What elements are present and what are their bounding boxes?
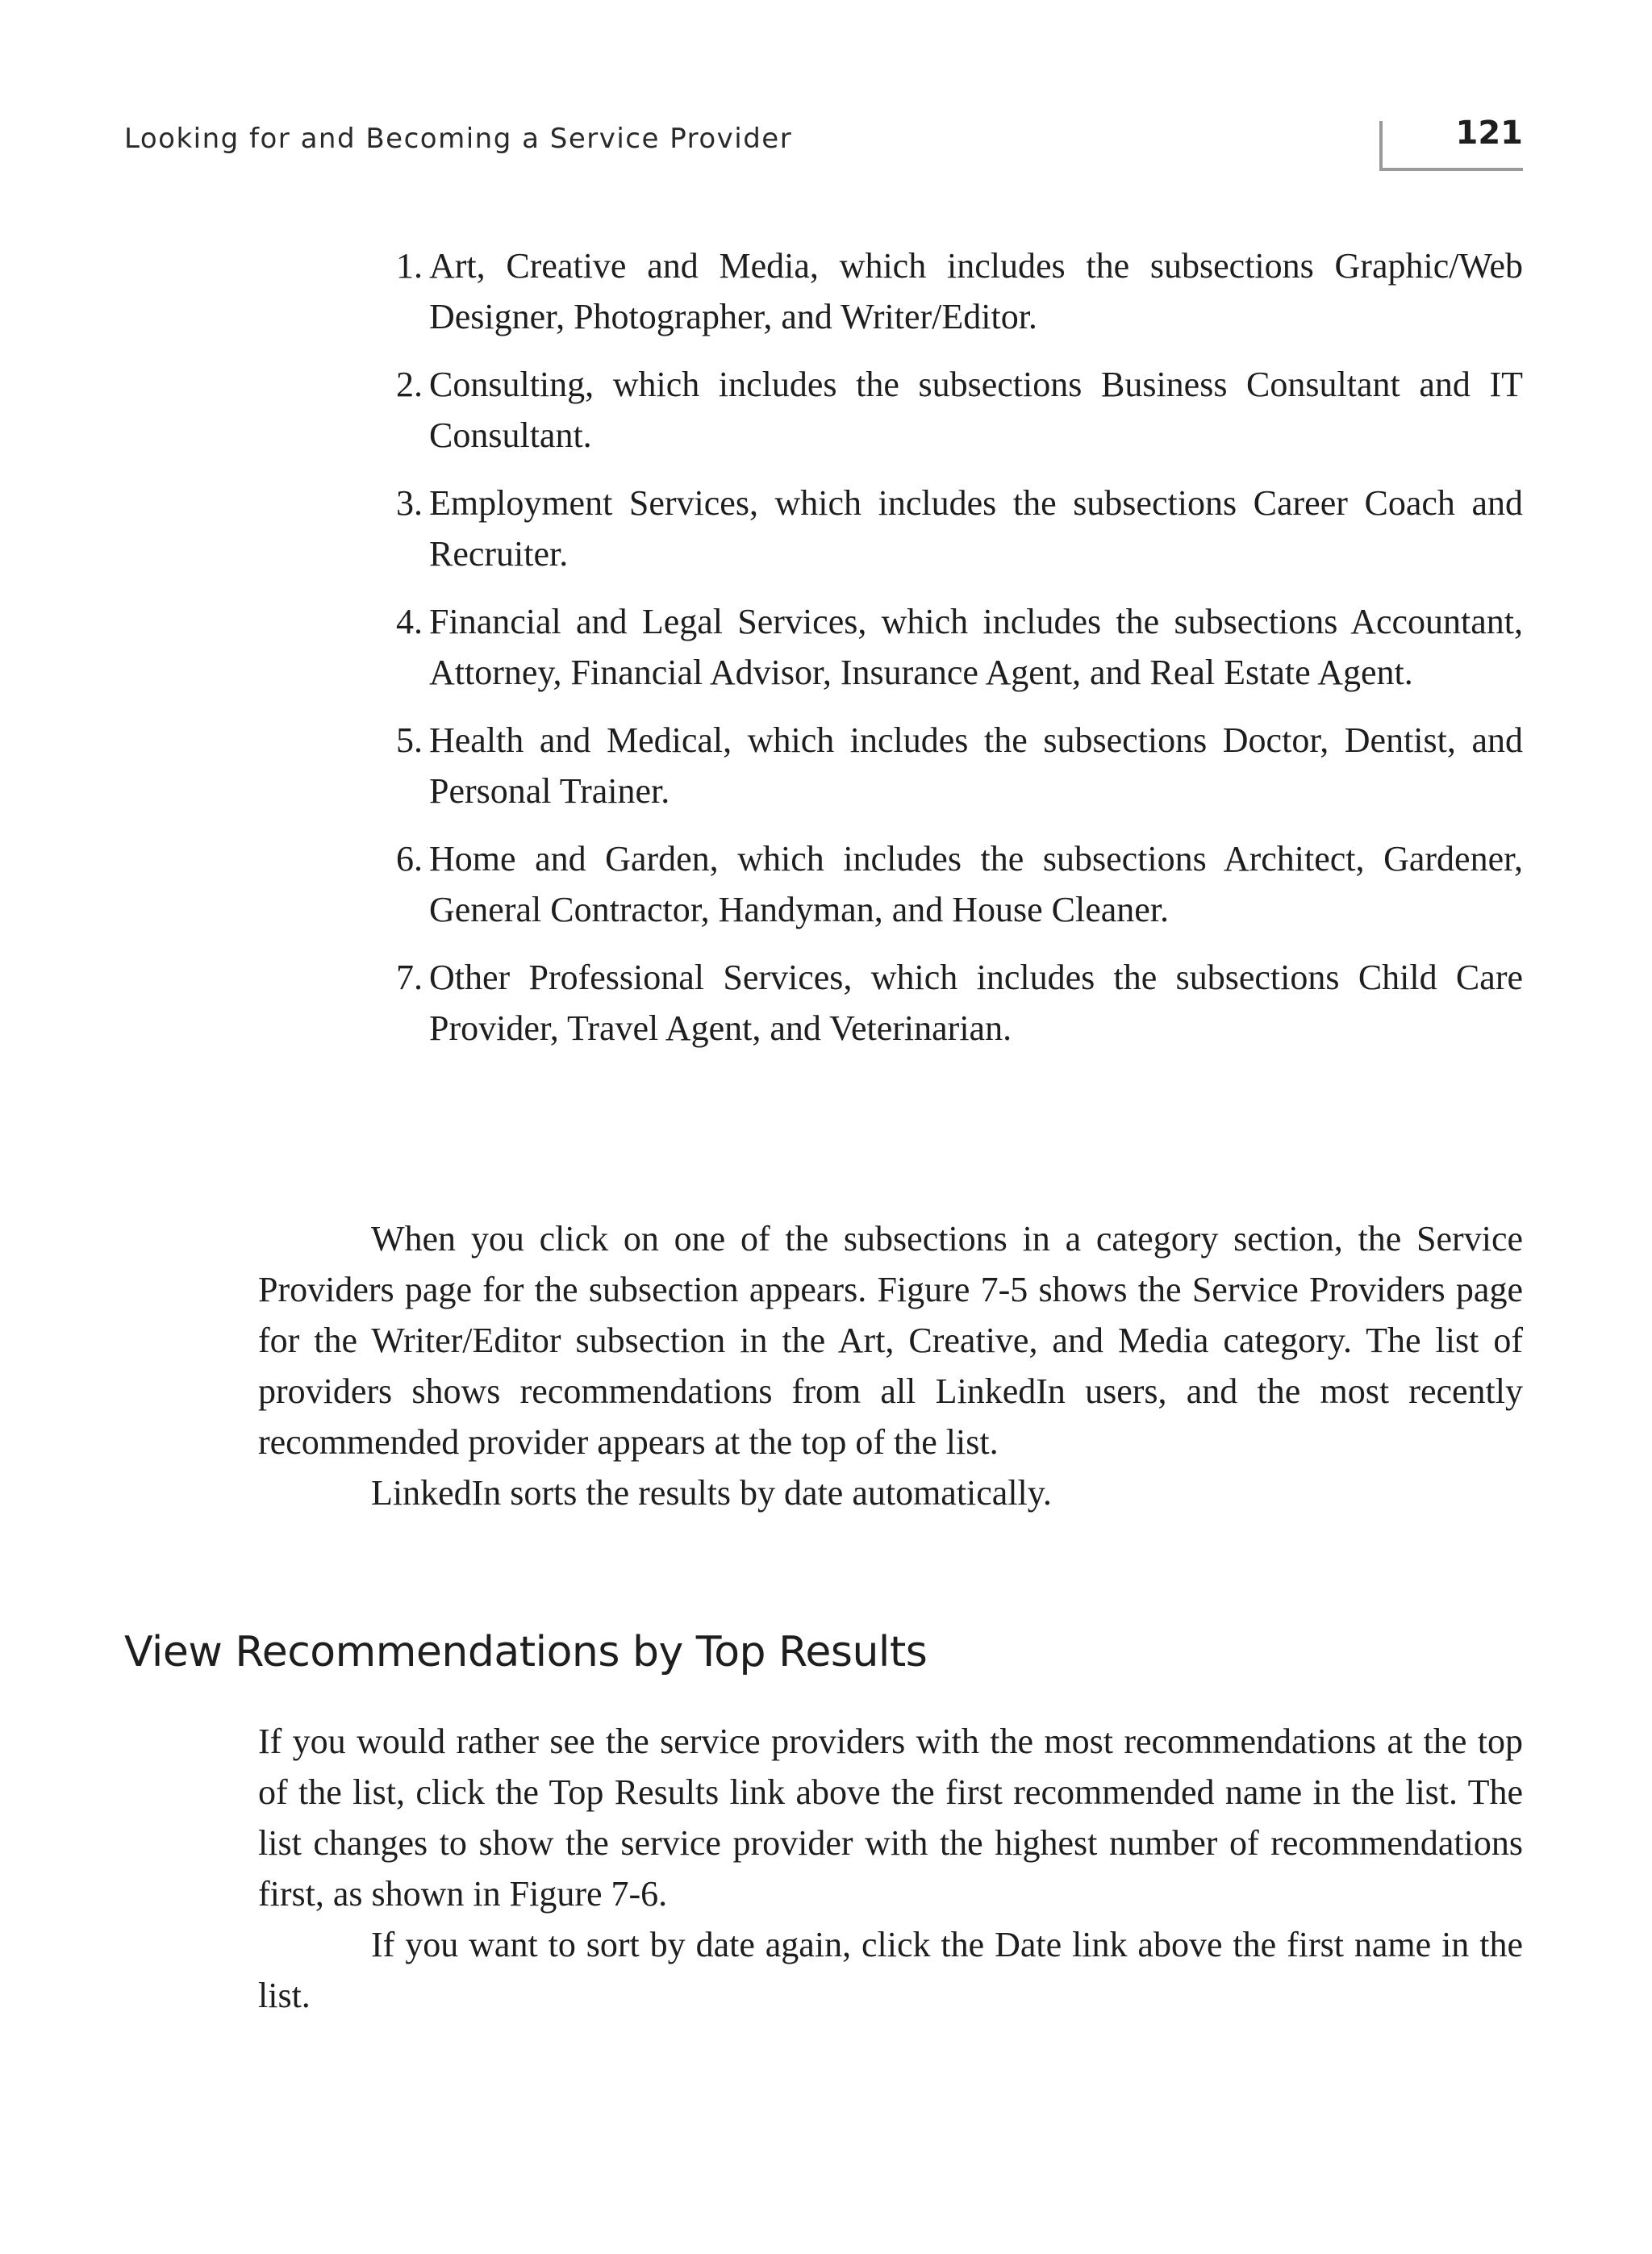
body-paragraph-service-providers: When you click on one of the subsections in a category section, the Service Providers page for the subsection appears. Figure 7-5 shows the Service Providers page for the Writer/Editor subsection in the Art, Creative, and Media category. The list of providers shows recommendations from all LinkedIn users, and the most recently recommended provider appears at the top of the list. [258,1219,1523,1462]
category-list [396,240,1523,1071]
list-item-number: 3. [396,483,423,523]
list-item [396,952,1523,1054]
body-paragraph-sort-by-date: LinkedIn sorts the results by date automatically. [371,1473,1052,1513]
list-item-number: 4. [396,602,423,641]
list-item-number: 7. [396,958,423,997]
list-item-text: Consulting, which includes the subsections Business Consultant and IT Consultant. [429,365,1523,455]
list-item-text: Financial and Legal Services, which includes the subsections Accountant, Attorney, Financial Advisor, Insurance Agent, and Real Estate Agent. [429,602,1523,692]
body-paragraph-top-results: If you would rather see the service providers with the most recommendations at the top of the list, click the Top Results link above the first recommended name in the list. The list changes to show the service provider with the highest number of recommendations first, as shown in Figure 7-6. [258,1722,1523,1914]
list-item [396,359,1523,461]
folio-rule-horizontal [1379,168,1523,171]
list-item-text: Art, Creative and Media, which includes the subsections Graphic/Web Designer, Photographer, and Writer/Editor. [429,246,1523,336]
list-item-text: Other Professional Services, which includes the subsections Child Care Provider, Travel Agent, and Veterinarian. [429,958,1523,1048]
list-item [396,715,1523,816]
list-item-number: 5. [396,720,423,760]
folio-rule-vertical [1379,121,1383,169]
list-item [396,833,1523,935]
running-head: Looking for and Becoming a Service Provider [124,123,793,155]
list-item-text: Employment Services, which includes the subsections Career Coach and Recruiter. [429,483,1523,574]
list-item-number: 1. [396,246,423,286]
section-heading: View Recommendations by Top Results [124,1628,928,1676]
list-item [396,240,1523,342]
page-number: 121 [1455,115,1523,152]
list-item-number: 6. [396,839,423,879]
list-item-number: 2. [396,365,423,404]
list-item [396,478,1523,579]
list-item-text: Home and Garden, which includes the subsections Architect, Gardener, General Contractor, Handyman, and House Cleaner. [429,839,1523,929]
body-paragraph-date-link: If you want to sort by date again, click the Date link above the first name in the list. [258,1925,1523,2015]
list-item-text: Health and Medical, which includes the subsections Doctor, Dentist, and Personal Trainer. [429,720,1523,811]
list-item [396,596,1523,698]
